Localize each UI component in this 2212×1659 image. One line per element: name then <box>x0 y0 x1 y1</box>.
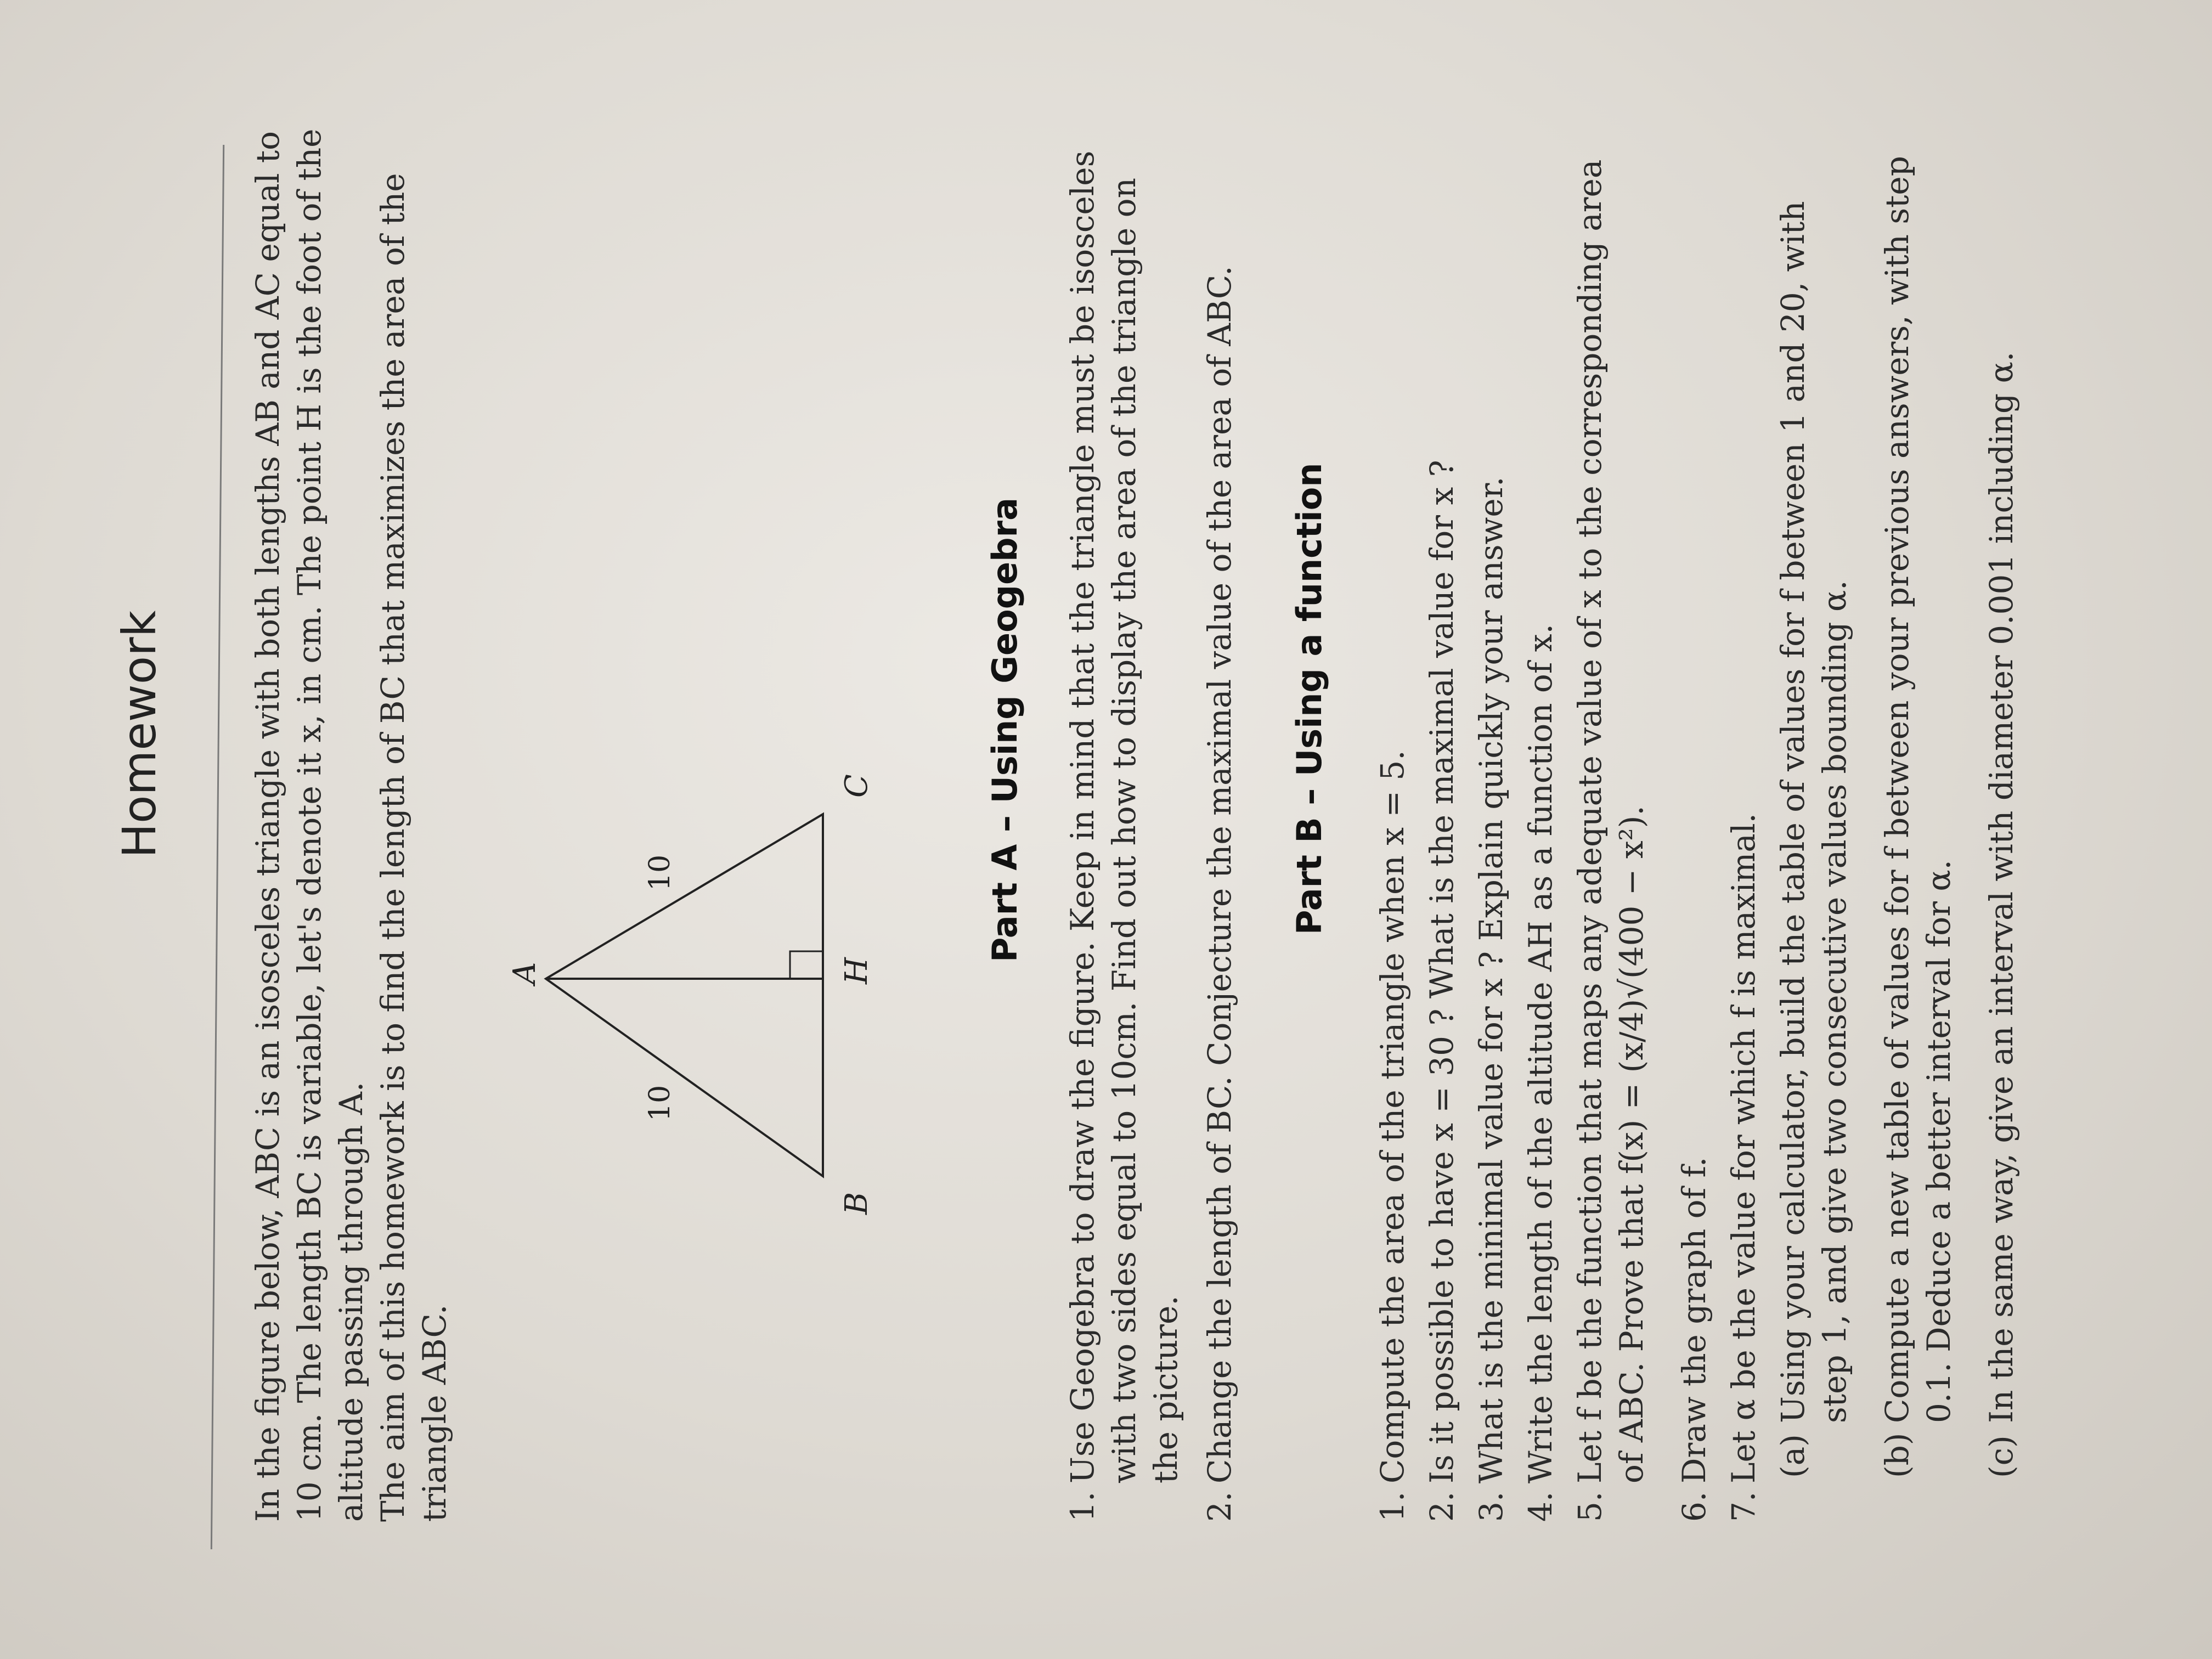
item-text: Compute the area of the triangle when x = 5. <box>1374 750 1411 1483</box>
item-text: Using your calculator, build the table of values for f between 1 and 20, with <box>1774 201 1812 1423</box>
item-number: 5. <box>1571 1491 1609 1522</box>
part-b-title: Part B – Using a function <box>1289 462 1329 935</box>
item-number: 3. <box>1472 1491 1510 1522</box>
right-angle-mark <box>790 951 823 979</box>
side-label-ac: 10 <box>644 854 676 891</box>
part-b-subitem-c <box>1980 352 2022 1478</box>
item-text: Use Geogebra to draw the figure. Keep in mind that the triangle must be isosceles <box>1064 150 1101 1483</box>
item-text: What is the minimal value for x ? Explain quickly your answer. <box>1472 476 1510 1483</box>
item-text: Change the length of BC. Conjecture the maximal value of the area of ABC. <box>1201 266 1238 1483</box>
part-b-item-2 <box>1421 460 1463 1522</box>
item-number: (a) <box>1774 1434 1812 1478</box>
intro-line: The aim of this homework is to find the length of BC that maximizes the area of the <box>374 173 411 1522</box>
part-b-subitem-b <box>1876 156 1960 1478</box>
item-text: with two sides equal to 10cm. Find out how to display the area of the triangle on <box>1105 178 1143 1483</box>
part-b-item-4 <box>1520 624 1561 1522</box>
intro-line: 10 cm. The length BC is variable, let's denote it x, in cm. The point H is the foot of the <box>291 128 328 1522</box>
side-label-ab: 10 <box>644 1085 676 1121</box>
part-a-item-2 <box>1199 266 1240 1522</box>
item-text: Draw the graph of f. <box>1675 1156 1713 1483</box>
item-number: 1. <box>1374 1491 1411 1522</box>
top-rule <box>211 145 224 1549</box>
item-number: (b) <box>1878 1432 1916 1478</box>
item-text: In the same way, give an interval with diameter 0.001 including α. <box>1983 351 2020 1423</box>
item-text: Compute a new table of values for f between your previous answers, with step <box>1878 156 1916 1423</box>
item-text: step 1, and give two consecutive values bounding α. <box>1816 580 1853 1423</box>
triangle-abc <box>546 814 823 1176</box>
item-text: 0.1. Deduce a better interval for α. <box>1920 860 1957 1423</box>
item-number: (c) <box>1983 1435 2020 1478</box>
item-text: the picture. <box>1147 1295 1184 1483</box>
item-text: Is it possible to have x = 30 ? What is the maximal value for x ? <box>1423 460 1460 1483</box>
item-number: 7. <box>1725 1491 1762 1522</box>
part-a-title: Part A – Using Geogebra <box>985 498 1025 962</box>
intro-line: altitude passing through A. <box>332 1081 370 1522</box>
page-title: Homework <box>112 610 166 858</box>
item-text: Let f be the function that maps any adequate value of x to the corresponding area <box>1571 159 1609 1483</box>
intro-line: triangle ABC. <box>416 1304 453 1522</box>
vertex-label-a: A <box>507 962 543 984</box>
triangle-figure <box>483 737 878 1231</box>
part-b-item-1 <box>1372 750 1413 1522</box>
intro-paragraph <box>247 128 455 1522</box>
part-b-item-6 <box>1673 1157 1715 1522</box>
item-number: 2. <box>1423 1491 1460 1522</box>
item-text: of ABC. Prove that f(x) = (x/4)√(400 − x²). <box>1613 805 1650 1483</box>
item-number: 6. <box>1675 1491 1713 1522</box>
part-a-item-1 <box>1062 151 1187 1522</box>
item-text: Write the length of the altitude AH as a function of x. <box>1522 624 1559 1483</box>
part-b-item-5 <box>1569 160 1652 1522</box>
part-b-subitem-a <box>1772 201 1855 1478</box>
part-b-item-7 <box>1723 813 1764 1522</box>
vertex-label-c: C <box>839 774 874 798</box>
item-text: Let α be the value for which f is maximal. <box>1725 813 1762 1483</box>
part-b-item-3 <box>1470 477 1512 1522</box>
item-number: 4. <box>1522 1491 1559 1522</box>
foot-label-h: H <box>839 957 874 984</box>
item-number: 2. <box>1201 1491 1238 1522</box>
vertex-label-b: B <box>839 1192 874 1215</box>
item-number: 1. <box>1064 1491 1101 1522</box>
intro-line: In the figure below, ABC is an isosceles triangle with both lengths AB and AC equal to <box>249 131 286 1522</box>
